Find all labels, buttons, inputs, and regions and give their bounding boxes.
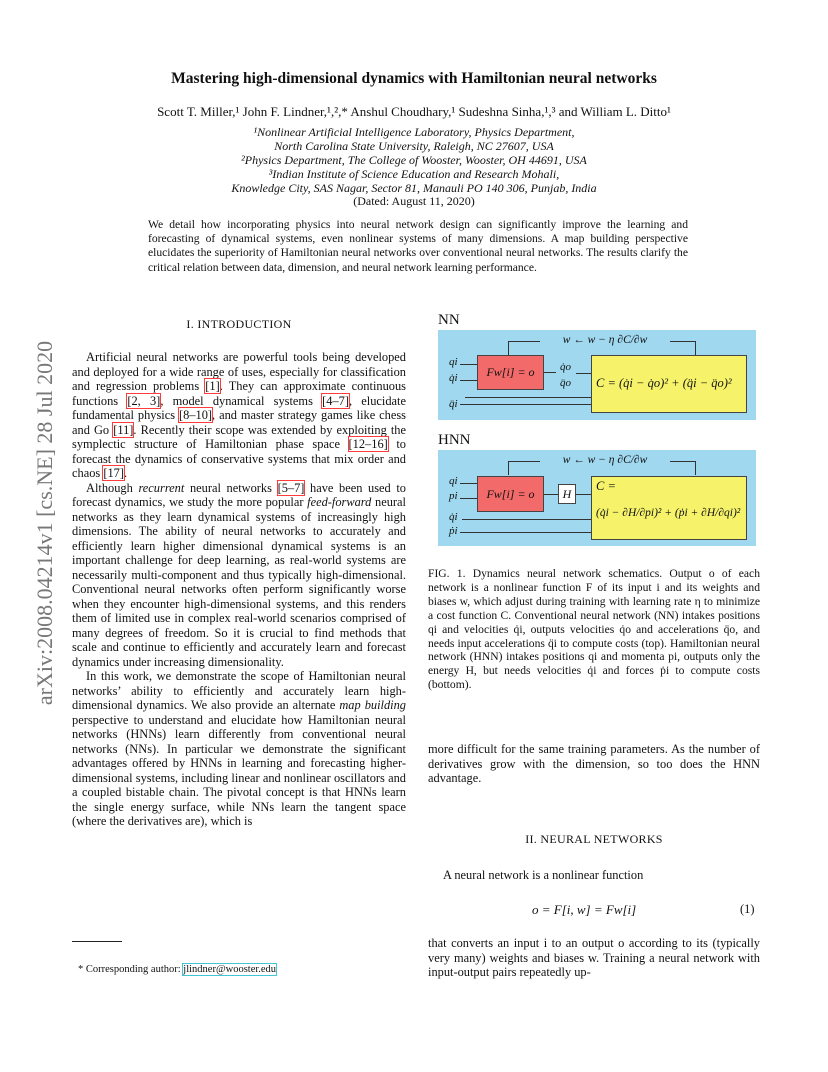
- arrow: [462, 519, 591, 520]
- text: . They can approximate continuous functions: [72, 379, 406, 408]
- arxiv-identifier: arXiv:2008.04214v1 [cs.NE] 28 Jul 2020: [32, 340, 57, 706]
- nn-label: NN: [438, 312, 460, 328]
- citation-link[interactable]: [8–10]: [178, 408, 213, 422]
- text: Although: [86, 480, 139, 495]
- citation-link[interactable]: [1]: [205, 379, 220, 393]
- arrow: [460, 380, 477, 381]
- nn-network-box: Fw[i] = o: [477, 355, 544, 390]
- connector: [670, 341, 696, 342]
- citation-link[interactable]: [2, 3]: [127, 393, 161, 408]
- emphasis: recurrent: [138, 480, 185, 495]
- arrow: [576, 494, 591, 495]
- hnn-cost-line: C =: [596, 479, 616, 493]
- text: Artificial neural networks are powerful tools being developed and deployed for a wide range of uses, especially for classification and regression problems: [72, 350, 406, 393]
- arrow: [460, 364, 477, 365]
- nn-output-qdot: q̇o: [560, 361, 571, 373]
- figure-caption: FIG. 1. Dynamics neural network schematics. Output o of each network is a nonlinear function F of its input i and its weights and biases w, which adjust during training with learning rate η to minimize a cost function C. Conventional neural network (NN) intakes positions qi and velocities q̇i, outputs velocities q̇o and accelerations q̈o, and needs input accelerations q̈i to compute costs (top). Hamiltonian neural network (HNN) intakes positions qi and momenta pi, outputs only the energy H, but needs velocities q̇i and forces ṗi to compute costs (bottom).: [428, 567, 760, 692]
- citation-link[interactable]: [4–7]: [322, 393, 349, 408]
- arrow: [576, 373, 591, 374]
- paper-title: Mastering high-dimensional dynamics with Hamiltonian neural networks: [171, 70, 657, 87]
- hnn-label: HNN: [438, 432, 471, 448]
- hnn-update-rule: w ← w − η ∂C/∂w: [540, 454, 670, 466]
- emphasis: map building: [339, 698, 406, 712]
- hnn-energy-box: H: [558, 484, 576, 504]
- footnote: [78, 964, 276, 975]
- connector: [695, 461, 696, 475]
- citation-link[interactable]: [12–16]: [348, 437, 388, 451]
- hnn-network-box: Fw[i] = o: [477, 476, 544, 512]
- text: , model dynamical systems: [160, 393, 323, 408]
- arrow: [544, 372, 556, 373]
- emphasis: feed-forward: [307, 495, 372, 509]
- text: to forecast the dynamics of conservative systems that mix order and chaos: [72, 437, 406, 480]
- text: perspective to understand and elucidate how Hamiltonian neural networks (HNNs) learn differently from conventional neural networks (NNs). In particular we demonstrate the significant advantages offered by HNNs in learning and forecasting higher-dimensional systems, including linear and nonlinear oscillators and a coupled bistable chain. The pivotal concept is that HNNs learn the single energy surface, while NNs learn the tangent space (where the derivatives are), which is: [72, 712, 406, 828]
- affiliation-line: ¹Nonlinear Artificial Intelligence Laboratory, Physics Department,: [253, 125, 575, 139]
- text: have been used to forecast dynamics, we study the more popular: [72, 480, 406, 509]
- text: neural networks: [184, 480, 278, 495]
- section-heading-introduction: I. INTRODUCTION: [186, 317, 292, 331]
- paragraph: that converts an input i to an output o according to its (typically very many) weights and biases w. Training a neural network with input-output pairs repeatedly up-: [428, 936, 760, 979]
- arrow: [460, 532, 591, 533]
- arrow: [460, 498, 477, 499]
- hnn-input-q: qi: [449, 475, 458, 487]
- arrow: [460, 404, 591, 405]
- connector: [508, 461, 509, 475]
- affiliation-line: Knowledge City, SAS Nagar, Sector 81, Manauli PO 140 306, Punjab, India: [231, 181, 597, 195]
- nn-input-qdot: q̇i: [449, 372, 458, 384]
- connector: [508, 461, 540, 462]
- nn-input-q: qi: [449, 356, 458, 368]
- equation-number: (1): [740, 902, 755, 916]
- date-line: (Dated: August 11, 2020): [353, 194, 475, 208]
- paragraph: [72, 669, 406, 829]
- nn-input-qddot: q̈i: [449, 398, 458, 410]
- hnn-input-pdot: ṗi: [449, 525, 458, 537]
- text: .: [123, 466, 128, 480]
- equation: o = F[i, w] = Fw[i]: [532, 902, 637, 917]
- connector: [695, 341, 696, 355]
- arrow: [465, 397, 591, 398]
- citation-link[interactable]: [11]: [113, 422, 134, 437]
- nn-output-qddot: q̈o: [560, 377, 571, 389]
- footnote-text: * Corresponding author:: [78, 964, 184, 975]
- citation-link[interactable]: [5–7]: [277, 480, 305, 495]
- text: In this work, we demonstrate the scope of Hamiltonian neural networks’ ability to efficiently and accurately learn high-dimensional dynamics. We also provide an alternate: [72, 669, 406, 712]
- paragraph: [72, 481, 406, 670]
- footnote-rule: [72, 941, 122, 942]
- affiliation-line: ²Physics Department, The College of Wooster, Wooster, OH 44691, USA: [241, 153, 587, 167]
- connector: [508, 341, 509, 355]
- affiliation-line: ³Indian Institute of Science Education and Research Mohali,: [268, 167, 560, 181]
- hnn-input-qdot: q̇i: [449, 511, 458, 523]
- citation-link[interactable]: [17]: [103, 466, 124, 480]
- intro-text: [72, 350, 406, 829]
- abstract: We detail how incorporating physics into neural network design can significantly improve the learning and forecasting of dynamical systems, even nonlinear systems of many dimensions. A map building perspective elucidates the superiority of Hamiltonian neural networks over conventional neural networks. The results clarify the critical relation between data, dimension, and neural network learning performance.: [148, 218, 688, 274]
- connector: [508, 341, 540, 342]
- text: , and master strategy games like chess and Go: [72, 408, 406, 437]
- connector: [670, 461, 696, 462]
- arrow: [544, 494, 558, 495]
- nn-cost-box: C = (q̇i − q̇o)² + (q̈i − q̈o)²: [591, 355, 747, 413]
- section-heading-neural-networks: II. NEURAL NETWORKS: [525, 832, 663, 846]
- text: , elucidate fundamental physics: [72, 393, 407, 422]
- hnn-cost-line: (q̇i − ∂H/∂pi)² + (ṗi + ∂H/∂qi)²: [596, 507, 741, 519]
- paragraph: [72, 350, 406, 481]
- paragraph: more difficult for the same training parameters. As the number of derivatives grow with the dimension, so too does the HNN advantage.: [428, 742, 760, 785]
- arrow: [460, 483, 477, 484]
- author-list: Scott T. Miller,¹ John F. Lindner,¹,²,* Anshul Choudhary,¹ Sudeshna Sinha,¹,³ and William L. Ditto¹: [157, 104, 671, 119]
- text: . Recently their scope was extended by exploiting the symplectic structure of Hamiltonian phase space: [72, 422, 406, 451]
- paragraph: A neural network is a nonlinear function: [443, 868, 644, 882]
- text: neural networks as they learn dynamical systems of increasingly high dimensions. The ability of neural networks to accurately and efficiently learn higher dimensional dynamical systems is an important challenge for deep learning, as real-world systems are necessarily multi-component and thus typically high-dimensional. Conventional neural networks often perform significantly worse when they encounter high-dimensional systems, and this renders them of limited use in complex real-world scenarios comprised of many degrees of freedom. So it is crucial to find methods that scale and continue to efficiently and accurately learn and forecast dynamics under increasing dimensionality.: [72, 495, 406, 669]
- email-link[interactable]: jlindner@wooster.edu: [183, 964, 277, 975]
- hnn-input-p: pi: [449, 490, 458, 502]
- hnn-cost-box: [591, 476, 747, 540]
- nn-update-rule: w ← w − η ∂C/∂w: [540, 334, 670, 346]
- affiliation-line: North Carolina State University, Raleigh, NC 27607, USA: [274, 139, 554, 153]
